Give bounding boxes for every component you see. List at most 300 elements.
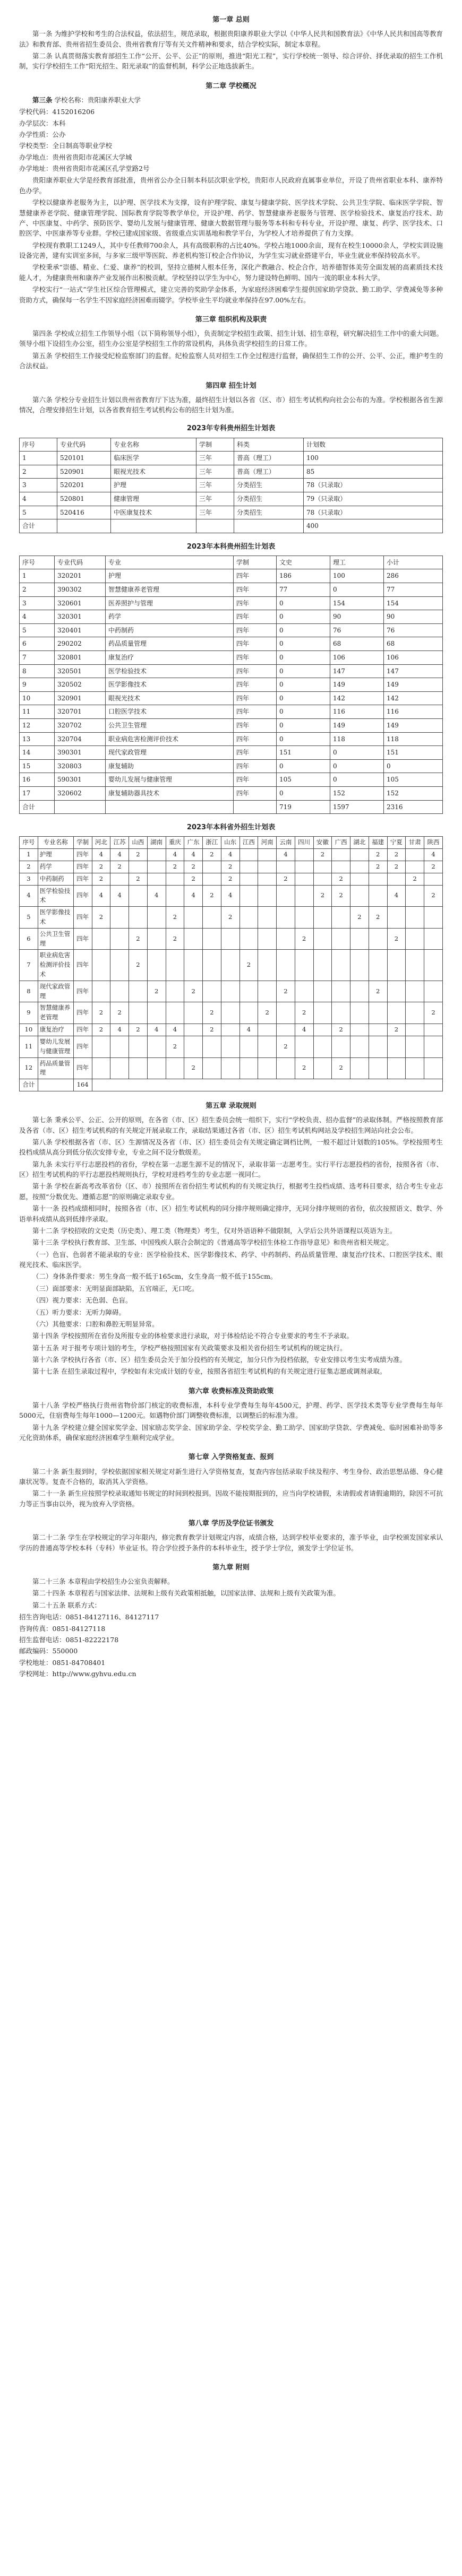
table-cell: 520801 <box>57 492 111 506</box>
table-cell <box>110 928 129 950</box>
table-cell <box>110 907 129 929</box>
table-cell <box>369 950 387 981</box>
table-cell: 四年 <box>73 849 92 861</box>
table-header-cell: 学制 <box>196 438 234 452</box>
table-cell <box>406 1057 424 1079</box>
table-header-cell: 湖北 <box>350 837 369 849</box>
table-cell: 婴幼儿发展与健康管理 <box>38 1036 73 1057</box>
table-cell <box>406 861 424 873</box>
table-cell: 76 <box>384 623 443 637</box>
table-row <box>20 664 443 678</box>
table-cell <box>221 950 239 981</box>
table-cell <box>184 1036 203 1057</box>
table-row <box>20 873 443 885</box>
table-cell: 眼视光技术 <box>106 691 234 705</box>
table-cell: 320502 <box>55 678 106 692</box>
table-cell: 分类招生 <box>234 492 304 506</box>
article-7: 第七条 秉承公平、公正、公开的原则，在各省（市、区）招生委员会统一组织下，实行“学校负责、招办监督”的录取体制。严格按照教育部及各省（市、区）招生考试机构的有关规定开展录取工作，录取结果通过各省（市、区）招生考试机构网站及学校招生网站向社会公布。 <box>19 1116 443 1134</box>
table-cell: 2 <box>332 1024 350 1036</box>
table-cell: 2 <box>20 465 57 479</box>
table-cell <box>369 873 387 885</box>
table-cell <box>203 861 221 873</box>
table-cell: 2 <box>92 1002 110 1024</box>
table-row <box>20 732 443 746</box>
table-cell: 0 <box>330 773 384 787</box>
table-cell: 健康管理 <box>111 492 196 506</box>
table-cell <box>350 1036 369 1057</box>
table-cell: 普高（理工） <box>234 452 304 465</box>
table-cell <box>239 907 258 929</box>
table-cell: 三年 <box>196 452 234 465</box>
table-cell <box>277 928 295 950</box>
table-cell <box>221 1024 239 1036</box>
table-cell: 婴幼儿发展与健康管理 <box>106 773 234 787</box>
chapter-1-title: 第一章 总则 <box>212 16 250 24</box>
table-bachelor-guizhou <box>19 556 443 814</box>
table-cell <box>258 849 277 861</box>
table-cell <box>350 885 369 907</box>
table-cell: 105 <box>384 773 443 787</box>
table-header-cell: 重庆 <box>166 837 184 849</box>
table-cell: 10 <box>20 691 55 705</box>
table-cell: 15 <box>20 759 55 773</box>
article-2: 第二条 认真贯彻落实教育部招生工作“公开、公平、公正”的原则，推进“阳光工程”，实行学校统一领导、综合评价、择优录取的招生工作机制，实行学校招生工作“阳光招生、阳光录取”的监督机制，科学公正地选拔新生。 <box>19 51 443 71</box>
table-header-cell: 专业 <box>106 556 234 569</box>
article-24: 第二十四条 本章程若与国家法律、法规和上级有关政策相抵触，以国家法律、法规和上级有关政策为准。 <box>32 1589 340 1598</box>
table-cell: 四年 <box>234 786 277 800</box>
table-cell <box>258 885 277 907</box>
table-row <box>20 759 443 773</box>
table-cell: 2 <box>20 583 55 597</box>
table-cell: 100 <box>330 569 384 583</box>
table-cell: 2 <box>369 849 387 861</box>
table-cell: 2 <box>184 873 203 885</box>
table-cell: 0 <box>277 678 330 692</box>
table-row <box>20 786 443 800</box>
table-cell: 154 <box>330 596 384 610</box>
contact-supervision: 招生监督电话：0851-82222178 <box>19 1635 119 1644</box>
table-cell: 4 <box>239 1024 258 1036</box>
table-cell <box>295 885 313 907</box>
table-cell <box>424 1057 443 1079</box>
table-cell <box>369 1002 387 1024</box>
table-header-cell: 序号 <box>20 837 38 849</box>
table-header-cell: 小计 <box>384 556 443 569</box>
table-cell <box>350 1002 369 1024</box>
table-cell: 普高（理工） <box>234 465 304 479</box>
table-cell: 105 <box>277 773 330 787</box>
table-cell: 11 <box>20 705 55 719</box>
table-row <box>20 981 443 1002</box>
table-cell: 四年 <box>73 928 92 950</box>
table-cell: 147 <box>384 664 443 678</box>
table-cell: 0 <box>330 746 384 760</box>
table-cell: 186 <box>277 569 330 583</box>
table-cell: 4 <box>387 885 406 907</box>
table-cell: 四年 <box>73 1002 92 1024</box>
school-code: 学校代码：4152016206 <box>19 108 95 116</box>
table-row <box>20 1057 443 1079</box>
table-cell <box>147 907 166 929</box>
table-cell <box>406 950 424 981</box>
table-header-cell: 甘肃 <box>406 837 424 849</box>
table-cell: 2 <box>147 981 166 1002</box>
table-cell: 85 <box>304 465 443 479</box>
table-cell: 2 <box>369 981 387 1002</box>
table-header-cell: 计划数 <box>304 438 443 452</box>
table-cell: 2 <box>92 861 110 873</box>
table-1-title: 2023年专科贵州招生计划表 <box>186 424 276 433</box>
table-cell <box>129 1057 148 1079</box>
table-row <box>20 950 443 981</box>
table-cell: 四年 <box>73 950 92 981</box>
table-2-title: 2023年本科贵州招生计划表 <box>186 542 276 551</box>
table-cell: 68 <box>330 637 384 651</box>
table-cell: 中药制药 <box>38 873 73 885</box>
table-cell: 2 <box>387 849 406 861</box>
table-cell: 三年 <box>196 492 234 506</box>
table-cell: 0 <box>277 664 330 678</box>
table-cell: 四年 <box>234 759 277 773</box>
table-cell <box>406 885 424 907</box>
table-cell: 2 <box>295 1002 313 1024</box>
table-cell <box>203 907 221 929</box>
table-cell <box>239 861 258 873</box>
school-name-label: 学校名称： <box>52 96 88 104</box>
table-cell: 2 <box>184 981 203 1002</box>
table-cell: 四年 <box>73 907 92 929</box>
table-cell: 药学 <box>106 610 234 624</box>
table-cell <box>239 928 258 950</box>
article-13: 第十三条 学校执行教育部、卫生部、中国残疾人联合会制定的《普通高等学校招生体检工作指导意见》和贵州省相关规定。 <box>32 1238 393 1247</box>
table-cell <box>147 950 166 981</box>
table-cell: 护理 <box>111 479 196 492</box>
table-cell: 医养照护与管理 <box>106 596 234 610</box>
table-cell: 2 <box>129 849 148 861</box>
table-row <box>20 465 443 479</box>
total-label: 合计 <box>20 1079 38 1091</box>
table-cell <box>184 1002 203 1024</box>
table-cell: 0 <box>330 583 384 597</box>
table-row <box>20 678 443 692</box>
table-cell: 四年 <box>234 732 277 746</box>
table-cell: 现代家政管理 <box>106 746 234 760</box>
table-cell <box>350 873 369 885</box>
table-cell: 2 <box>295 928 313 950</box>
table-cell: 四年 <box>73 873 92 885</box>
table-cell <box>258 907 277 929</box>
table-cell <box>332 849 350 861</box>
table-cell <box>387 907 406 929</box>
table-cell <box>350 1024 369 1036</box>
table-cell <box>147 928 166 950</box>
table-cell: 286 <box>384 569 443 583</box>
table-cell <box>406 928 424 950</box>
table-header-cell: 四川 <box>295 837 313 849</box>
table-row <box>20 492 443 506</box>
table-row <box>20 746 443 760</box>
table-cell: 4 <box>221 849 239 861</box>
table-cell: 2 <box>166 907 184 929</box>
table-cell <box>147 861 166 873</box>
table-cell: 2 <box>184 1057 203 1079</box>
table-cell: 三年 <box>196 479 234 492</box>
table-cell <box>110 1036 129 1057</box>
table-cell: 2 <box>369 907 387 929</box>
table-cell: 四年 <box>234 691 277 705</box>
health-requirement: （三）面部要求：无明显面部缺陷，五官端正，无口吃。 <box>32 1284 199 1293</box>
table-cell <box>424 1036 443 1057</box>
table-cell: 0 <box>277 719 330 733</box>
table-cell <box>295 907 313 929</box>
table-cell: 2 <box>110 861 129 873</box>
total-label: 合计 <box>20 519 57 533</box>
table-cell: 2 <box>277 873 295 885</box>
table-cell: 0 <box>384 759 443 773</box>
table-cell: 药学 <box>38 861 73 873</box>
table-cell <box>110 981 129 1002</box>
table-cell: 142 <box>330 691 384 705</box>
table-header-cell: 浙江 <box>203 837 221 849</box>
table-cell: 1 <box>20 849 38 861</box>
table-cell <box>258 873 277 885</box>
table-3-title: 2023年本科省外招生计划表 <box>186 823 276 832</box>
table-cell: 智慧健康养老管理 <box>38 1002 73 1024</box>
table-cell: 3 <box>20 873 38 885</box>
contact-postcode: 邮政编码：550000 <box>19 1647 78 1655</box>
table-cell: 四年 <box>234 664 277 678</box>
table-cell <box>350 950 369 981</box>
table-specialty-guizhou <box>19 438 443 533</box>
table-cell: 4 <box>277 849 295 861</box>
article-17: 第十七条 在招生录取过程中，学校如有未完成计划的专业，按照各省招生考试机构的有关规定进行征集志愿或调剂录取。 <box>32 1367 387 1376</box>
table-cell <box>258 1036 277 1057</box>
table-cell <box>387 1036 406 1057</box>
school-address: 办学地址：贵州省贵阳市花溪区孔学堂路2号 <box>19 164 150 173</box>
table-cell <box>221 981 239 1002</box>
table-cell: 2 <box>129 928 148 950</box>
table-row <box>20 596 443 610</box>
table-cell <box>203 1036 221 1057</box>
table-cell: 152 <box>384 786 443 800</box>
table-cell: 149 <box>384 678 443 692</box>
table-cell: 2 <box>277 1036 295 1057</box>
table-cell: 2 <box>221 873 239 885</box>
article-23: 第二十三条 本章程由学校招生办公室负责解释。 <box>32 1577 174 1586</box>
table-cell <box>277 885 295 907</box>
table-cell: 320801 <box>55 651 106 665</box>
table-row <box>20 506 443 519</box>
table-cell: 78（只录取） <box>304 479 443 492</box>
table-cell <box>221 928 239 950</box>
table-cell <box>295 1036 313 1057</box>
table-cell: 0 <box>277 786 330 800</box>
table-cell: 390302 <box>55 583 106 597</box>
table-cell: 四年 <box>234 569 277 583</box>
table-cell: 320701 <box>55 705 106 719</box>
total-label: 合计 <box>20 800 55 814</box>
table-cell <box>406 849 424 861</box>
table-header-cell: 宁夏 <box>387 837 406 849</box>
table-cell <box>239 849 258 861</box>
table-cell: 151 <box>384 746 443 760</box>
table-cell: 三年 <box>196 506 234 519</box>
article-20: 第二十条 新生报到时，学校依据国家相关规定对新生进行入学资格复查，复查内容包括录取手续及程序、考生身份、政治思想品德、身心健康状况等。复查不合格的，取消其入学资格。 <box>19 1467 443 1486</box>
table-header-cell: 专业名称 <box>111 438 196 452</box>
table-cell <box>147 873 166 885</box>
table-cell <box>313 1057 332 1079</box>
table-cell: 3 <box>20 479 57 492</box>
table-cell: 口腔医学技术 <box>106 705 234 719</box>
table-cell: 142 <box>384 691 443 705</box>
table-row <box>20 719 443 733</box>
table-cell: 四年 <box>234 596 277 610</box>
table-cell <box>406 907 424 929</box>
table-header-cell: 广西 <box>332 837 350 849</box>
table-row <box>20 479 443 492</box>
table-cell <box>313 861 332 873</box>
table-cell: 118 <box>330 732 384 746</box>
contact-address: 学校地址：0851-84708401 <box>19 1658 106 1667</box>
table-cell: 医学影像技术 <box>38 907 73 929</box>
table-cell: 2 <box>406 873 424 885</box>
table-cell: 2 <box>166 1036 184 1057</box>
table-cell: 医学检验技术 <box>38 885 73 907</box>
total-value: 1597 <box>330 800 384 814</box>
table-cell <box>166 1002 184 1024</box>
table-cell <box>406 981 424 1002</box>
article-3 <box>19 95 443 105</box>
school-type: 学校类型：全日制高等职业学校 <box>19 142 113 150</box>
table-cell: 2 <box>20 861 38 873</box>
table-cell: 16 <box>20 773 55 787</box>
health-requirement: （六）其他要求：口腔和鼻腔无明显异常。 <box>32 1320 159 1328</box>
table-cell: 2 <box>92 1024 110 1036</box>
table-row <box>20 907 443 929</box>
total-value: 400 <box>304 519 443 533</box>
table-cell: 2 <box>369 861 387 873</box>
table-cell: 320803 <box>55 759 106 773</box>
article-10: 第十条 学校在新高考改革省份（区、市）按照所在省份招生考试机构的有关规定执行，根据考生投档成绩、选考科目要求，结合考生专业志愿，按照“分数优先、遵循志愿”的原则确定录取专业。 <box>19 1182 443 1201</box>
table-total-row <box>20 1079 443 1091</box>
table-row <box>20 610 443 624</box>
table-row <box>20 885 443 907</box>
table-cell: 149 <box>330 719 384 733</box>
table-cell <box>166 950 184 981</box>
table-header-cell: 序号 <box>20 556 55 569</box>
table-row <box>20 1024 443 1036</box>
table-cell: 12 <box>20 719 55 733</box>
table-cell: 320901 <box>55 691 106 705</box>
table-cell: 眼视光技术 <box>111 465 196 479</box>
table-cell: 2 <box>332 873 350 885</box>
table-cell: 90 <box>330 610 384 624</box>
table-cell: 中医康复技术 <box>111 506 196 519</box>
table-cell: 四年 <box>234 719 277 733</box>
table-cell <box>332 1036 350 1057</box>
table-cell: 2 <box>424 861 443 873</box>
table-cell: 中药制药 <box>106 623 234 637</box>
table-cell: 2 <box>166 861 184 873</box>
table-cell <box>406 1024 424 1036</box>
table-cell: 护理 <box>38 849 73 861</box>
table-header-cell: 理工 <box>330 556 384 569</box>
school-website-link[interactable]: 学校网址：http://www.gyhvu.edu.cn <box>19 1670 136 1678</box>
table-cell: 四年 <box>234 705 277 719</box>
table-total-row <box>20 800 443 814</box>
table-row <box>20 1002 443 1024</box>
table-cell <box>369 1024 387 1036</box>
table-cell: 76 <box>330 623 384 637</box>
table-header-row <box>20 438 443 452</box>
table-cell: 4 <box>221 885 239 907</box>
chapter-5-title: 第五章 录取规则 <box>206 1101 256 1110</box>
table-cell: 2 <box>110 1002 129 1024</box>
table-cell <box>313 873 332 885</box>
table-header-cell: 专业名称 <box>38 837 73 849</box>
table-cell <box>369 1036 387 1057</box>
table-row <box>20 651 443 665</box>
table-cell: 4 <box>20 610 55 624</box>
article-19: 第十九条 学校建立健全国家奖学金、国家励志奖学金、国家助学金、学校奖学金、勤工助学、国家助学贷款、学费减免、临时困难补助等多元化资助体系，确保家庭经济困难学生顺利完成学业。 <box>19 1423 443 1442</box>
table-cell: 四年 <box>234 773 277 787</box>
table-cell <box>295 981 313 1002</box>
table-cell <box>332 907 350 929</box>
table-cell: 0 <box>277 651 330 665</box>
table-cell: 5 <box>20 506 57 519</box>
contact-fax: 咨询传真：0851-84127118 <box>19 1624 106 1633</box>
table-cell: 三年 <box>196 465 234 479</box>
table-cell: 118 <box>384 732 443 746</box>
table-cell: 0 <box>277 637 330 651</box>
table-row <box>20 861 443 873</box>
table-cell: 7 <box>20 950 38 981</box>
table-cell: 0 <box>277 596 330 610</box>
table-cell: 4 <box>92 849 110 861</box>
table-cell: 四年 <box>73 1057 92 1079</box>
table-header-cell: 学制 <box>234 556 277 569</box>
table-cell: 116 <box>330 705 384 719</box>
table-cell: 116 <box>384 705 443 719</box>
table-cell: 90 <box>384 610 443 624</box>
table-cell: 2 <box>387 861 406 873</box>
table-cell: 4 <box>295 1024 313 1036</box>
table-row <box>20 583 443 597</box>
table-header-cell: 云南 <box>277 837 295 849</box>
table-cell <box>239 873 258 885</box>
table-cell: 2 <box>424 1002 443 1024</box>
table-cell <box>110 1057 129 1079</box>
table-cell: 2 <box>184 861 203 873</box>
article-9: 第九条 未实行平行志愿投档的省份，学校在第一志愿生源不足的情况下，录取非第一志愿考生。实行平行志愿投档的省份，按照各省（市、区）招生考试机构的平行志愿投档规则执行，学校对进档考生的专业志愿一视同仁。 <box>19 1160 443 1178</box>
table-cell <box>406 1002 424 1024</box>
table-cell: 4 <box>424 849 443 861</box>
table-cell: 四年 <box>73 885 92 907</box>
chapter-6-title: 第六章 收费标准及资助政策 <box>188 1387 274 1395</box>
school-intro: 贵阳康养职业大学是经教育部批准，贵州省公办全日制本科层次职业学校，贵阳市人民政府直属事业单位，开设了贵州省职业本科、康养特色办学。 <box>19 176 443 195</box>
table-cell: 2 <box>129 873 148 885</box>
table-cell <box>258 928 277 950</box>
table-cell: 0 <box>277 759 330 773</box>
table-row <box>20 637 443 651</box>
table-cell: 10 <box>20 1024 38 1036</box>
table-cell: 106 <box>330 651 384 665</box>
table-cell <box>313 950 332 981</box>
table-cell <box>147 1036 166 1057</box>
table-cell <box>258 950 277 981</box>
article-6: 第六条 学校分专业招生计划以贵州省教育厅下达为准，最终招生计划以各省（区、市）招生考试机构向社会公布的为准。学校根据各省生源情况，合理安排招生计划，以各省教育招生考试机构公布的招生计划为准。 <box>19 395 443 414</box>
table-cell: 77 <box>277 583 330 597</box>
